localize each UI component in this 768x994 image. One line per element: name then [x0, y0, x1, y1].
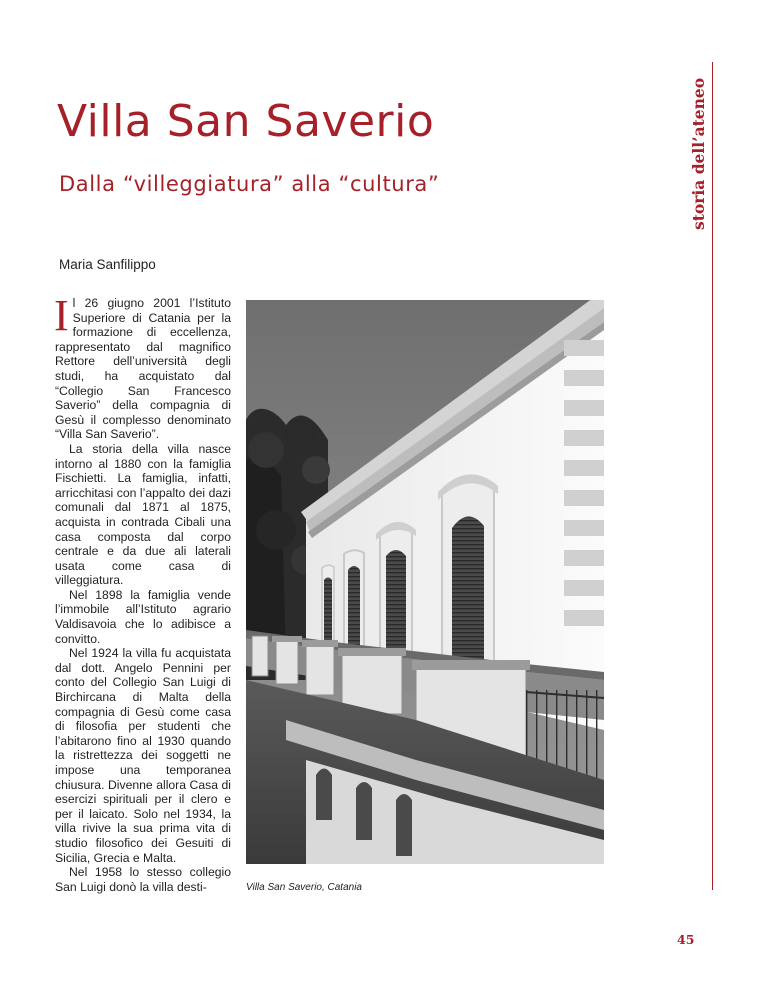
- paragraph: [54, 291, 231, 442]
- section-label: [687, 62, 711, 230]
- article-body: [54, 291, 231, 894]
- paragraph-text: l 26 giugno 2001 l’Istituto Superiore di Catania per la formazione di eccellenza, rappresentato dal magnifico Rettore dell’università degli studi, ha acquistato dal “Collegio San Francesco Saverio” della compagnia di Gesù il complesso denominato “Villa San Saverio”.: [55, 296, 231, 442]
- paragraph: Nel 1958 lo stesso collegio San Luigi donò la villa desti-: [55, 865, 231, 894]
- figure-caption: Villa San Saverio, Catania: [246, 882, 362, 893]
- article-title: Villa San Saverio: [57, 96, 435, 147]
- paragraph: La storia della villa nasce intorno al 1880 con la famiglia Fischietti. La famiglia, infatti, arricchitasi con l’appalto dei dazi comunali dal 1871 al 1875, acquista in contrada Cibali una casa composta dal corpo centrale e da due ali laterali usata come casa di villeggiatura.: [55, 441, 231, 588]
- paragraph: Nel 1898 la famiglia vende l’immobile all’Istituto agrario Valdisavoia che lo adibisce a convitto.: [55, 587, 231, 646]
- paragraph: Nel 1924 la villa fu acquistata dal dott. Angelo Pennini per conto del Collegio San Luigi di Birchircana di Malta della compagnia di Gesù come casa di filosofia per studenti che l’abitarono fino al 1930 quando la ristrettezza dei soggetti ne impose una temporanea chiusura. Divenne allora Casa di esercizi spirituali per il clero e per il laicato. Solo nel 1934, la villa rivive la sua prima vita di studio filosofico dei Gesuiti di Sicilia, Grecia e Malta.: [55, 646, 231, 865]
- author-name: Maria Sanfilippo: [59, 257, 156, 272]
- vertical-rule: [712, 62, 713, 890]
- drop-cap: I: [54, 291, 69, 340]
- article-subtitle: Dalla “villeggiatura” alla “cultura”: [59, 172, 440, 196]
- section-label-text: storia dell’ateneo: [689, 77, 708, 230]
- villa-photo: [246, 300, 604, 864]
- page-number: 45: [677, 932, 695, 947]
